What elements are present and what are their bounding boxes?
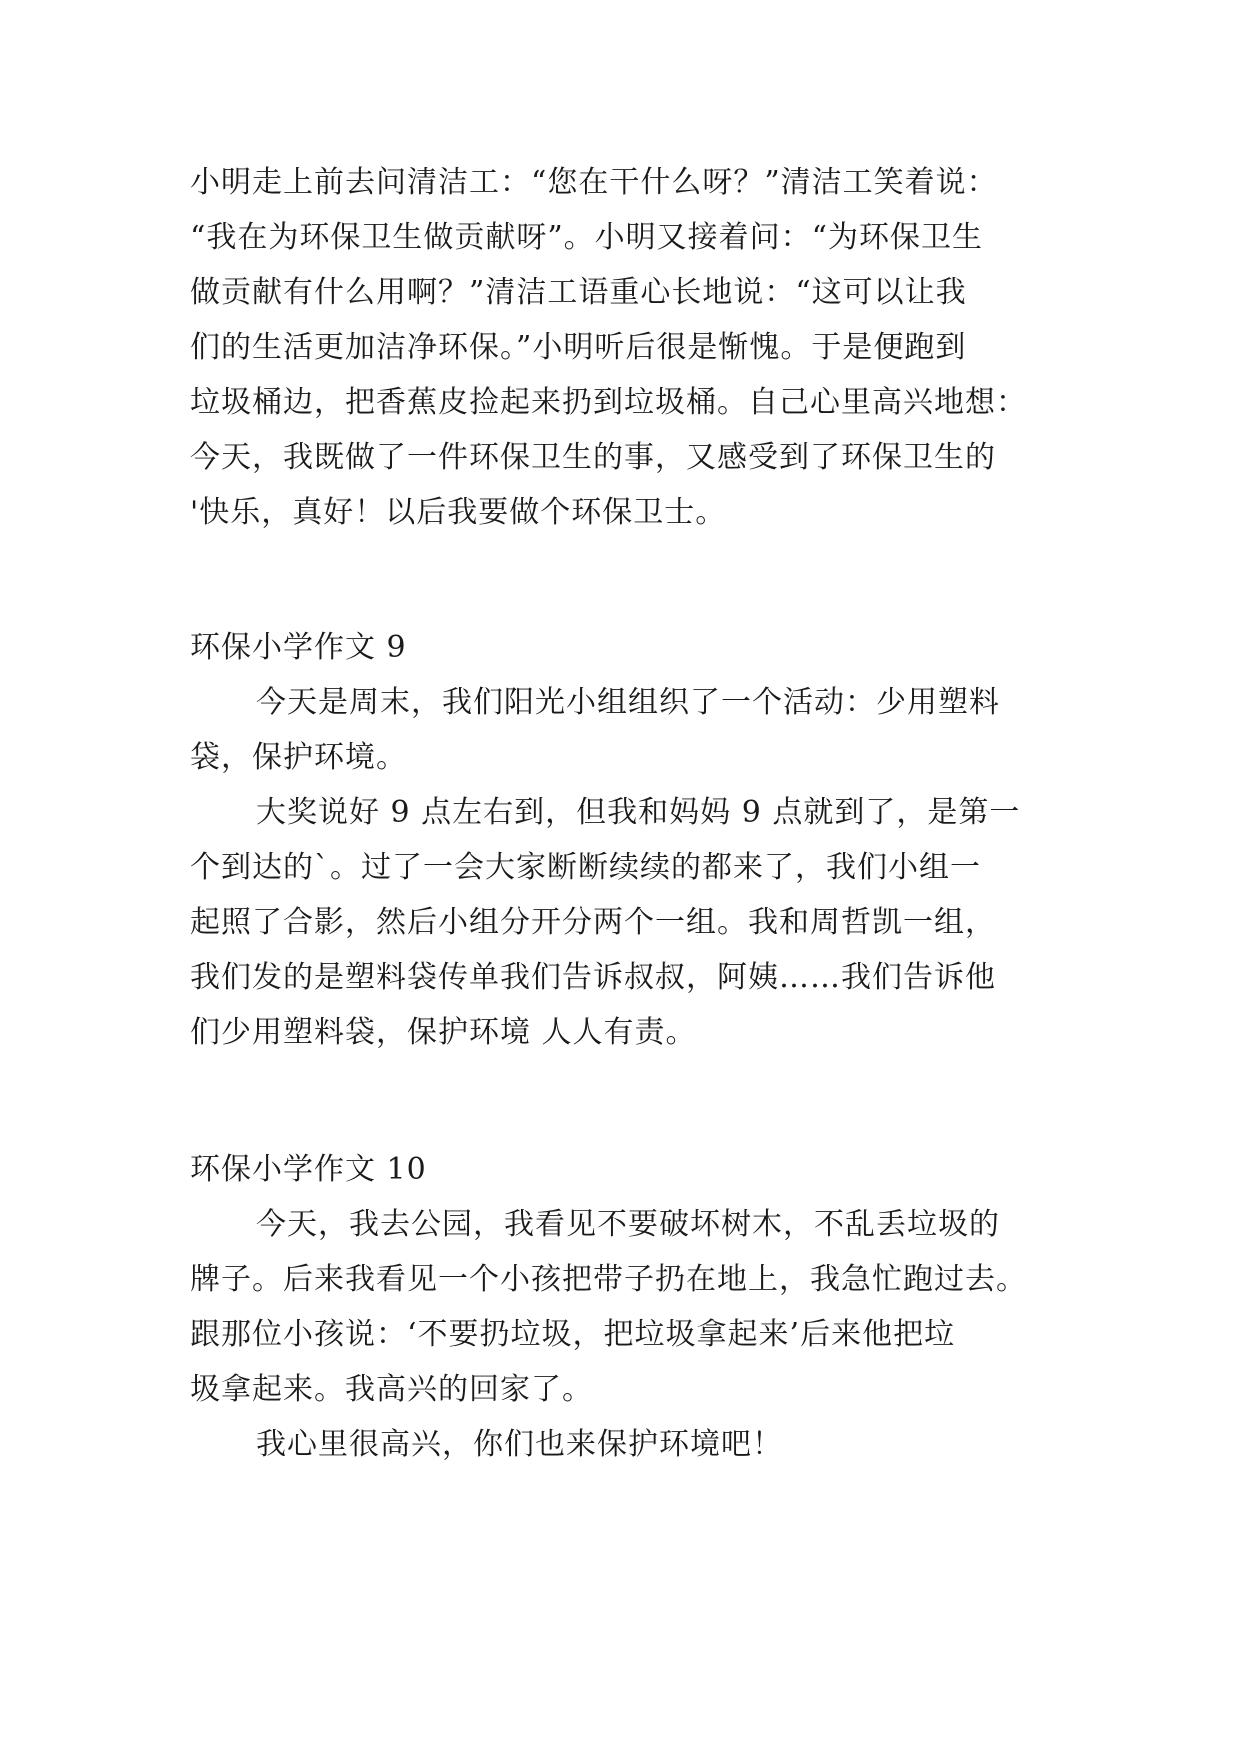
essay-line: 个到达的`。过了一会大家断断续续的都来了，我们小组一 (190, 850, 981, 885)
essay-line: 做贡献有什么用啊？”清洁工语重心长地说：“这可以让我 (190, 275, 967, 310)
essay-line: 我们发的是塑料袋传单我们告诉叔叔，阿姨……我们告诉他 (190, 960, 996, 995)
essay-line: 圾拿起来。我高兴的回家了。 (190, 1372, 593, 1407)
essay-line: “我在为环保卫生做贡献呀”。小明又接着问：“为环保卫生 (190, 220, 984, 255)
essay-line: 跟那位小孩说：‘不要扔垃圾，把垃圾拿起来’后来他把垃 (190, 1317, 956, 1352)
essay-line: 们少用塑料袋，保护环境 人人有责。 (190, 1015, 697, 1050)
essay-line: 袋，保护环境。 (190, 740, 407, 775)
essay-title: 环保小学作文 9 (190, 630, 407, 665)
essay-title: 环保小学作文 10 (190, 1152, 427, 1187)
essay-line: '快乐，真好！以后我要做个环保卫士。 (190, 495, 727, 530)
essay-line: 垃圾桶边，把香蕉皮捡起来扔到垃圾桶。自己心里高兴地想： (190, 385, 1027, 420)
essay-line: 牌子。后来我看见一个小孩把带子扔在地上，我急忙跑过去。 (190, 1262, 1027, 1297)
essay-line: 大奖说好 9 点左右到，但我和妈妈 9 点就到了，是第一 (256, 795, 1021, 830)
essay-line: 们的生活更加洁净环保。”小明听后很是惭愧。于是便跑到 (190, 330, 967, 365)
essay-9 (190, 620, 1090, 1060)
essay-line: 小明走上前去问清洁工：“您在干什么呀？”清洁工笑着说： (190, 165, 998, 200)
essay-10 (190, 1142, 1090, 1472)
essay-line: 今天是周末，我们阳光小组组织了一个活动：少用塑料 (256, 685, 1000, 720)
essay-line: 起照了合影，然后小组分开分两个一组。我和周哲凯一组， (190, 905, 996, 940)
essay-line: 我心里很高兴，你们也来保护环境吧！ (256, 1427, 783, 1462)
essay-line: 今天，我去公园，我看见不要破坏树木，不乱丢垃圾的 (256, 1207, 1000, 1242)
essay-line: 今天，我既做了一件环保卫生的事，又感受到了环保卫生的 (190, 440, 996, 475)
essay-continuation (190, 155, 1090, 540)
